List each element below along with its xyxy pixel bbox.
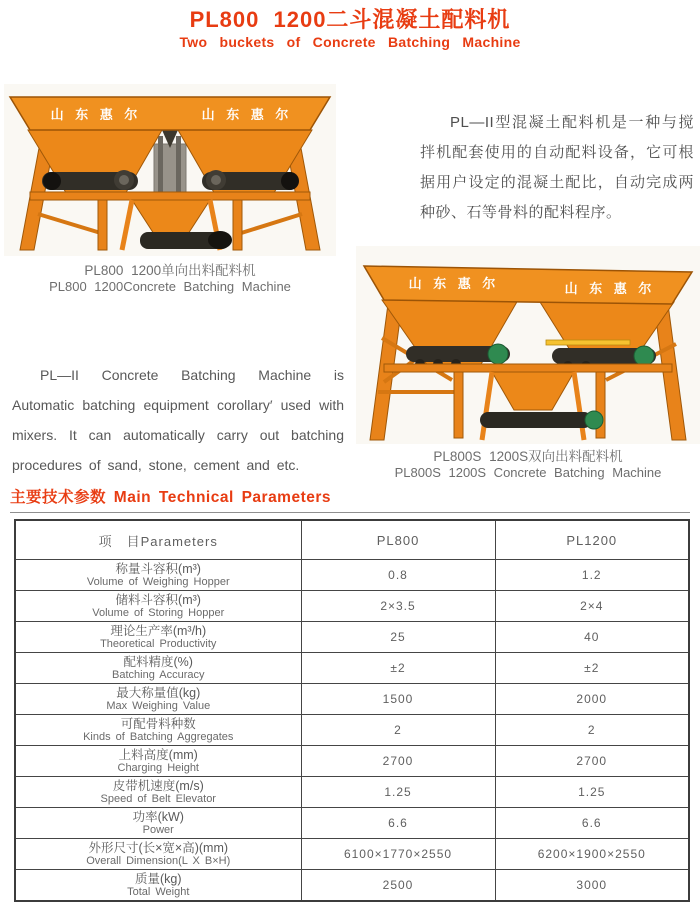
parameter-name-en: Overall Dimension(L X B×H) xyxy=(86,854,231,867)
belt-motor xyxy=(281,172,299,190)
parameter-name-cn: 理论生产率(m³/h) xyxy=(110,623,207,638)
machine-pipe xyxy=(158,136,163,192)
table-row xyxy=(15,591,689,622)
table-header-pl1200: PL1200 xyxy=(495,520,689,560)
table-row xyxy=(15,777,689,808)
parameter-name-en: Max Weighing Value xyxy=(106,699,211,712)
machine-photo-left xyxy=(4,84,336,256)
pl800-value: 2 xyxy=(301,715,495,746)
parameter-name-en: Theoretical Productivity xyxy=(100,637,217,650)
parameter-name-en: Total Weight xyxy=(127,885,190,898)
caption-left xyxy=(4,262,336,295)
brand-label: 山 东 惠 尔 xyxy=(408,276,500,291)
machine-leg xyxy=(98,196,107,250)
table-header-pl800: PL800 xyxy=(301,520,495,560)
caption-left-cn: PL800 1200单向出料配料机 xyxy=(84,263,256,278)
parameter-cell xyxy=(15,560,301,591)
parameters-table-body xyxy=(15,560,689,902)
table-row xyxy=(15,839,689,870)
page-subtitle: Two buckets of Concrete Batching Machine xyxy=(179,34,521,50)
pl800-value: 2700 xyxy=(301,746,495,777)
table-header-row xyxy=(15,520,689,560)
parameter-cell xyxy=(15,715,301,746)
parameter-cell xyxy=(15,653,301,684)
machine-beam xyxy=(384,364,672,372)
parameter-name-cn: 最大称量值(kg) xyxy=(116,685,201,700)
table-row xyxy=(15,622,689,653)
parameter-name-en: Batching Accuracy xyxy=(112,668,205,681)
motor-cap xyxy=(119,175,129,185)
parameter-name-en: Charging Height xyxy=(117,761,199,774)
parameter-name-cn: 外形尺寸(长×宽×高)(mm) xyxy=(88,840,229,855)
parameter-name-cn: 配料精度(%) xyxy=(123,654,193,669)
caption-right-cn: PL800S 1200S双向出料配料机 xyxy=(433,449,623,464)
pl1200-value: 2×4 xyxy=(495,591,689,622)
pl1200-value: 6200×1900×2550 xyxy=(495,839,689,870)
belt-motor-green xyxy=(585,411,603,429)
discharge-conveyor xyxy=(480,412,592,428)
motor-cap xyxy=(211,175,221,185)
parameters-table xyxy=(14,519,690,902)
section-heading: 主要技术参数 Main Technical Parameters xyxy=(10,489,332,506)
parameter-name-cn: 功率(kW) xyxy=(132,809,184,824)
table-header-param: 项 目Parameters xyxy=(15,520,301,560)
parameter-cell xyxy=(15,870,301,902)
pl800-value: 6100×1770×2550 xyxy=(301,839,495,870)
title-block xyxy=(0,7,700,51)
table-row xyxy=(15,715,689,746)
pl800-value: 1.25 xyxy=(301,777,495,808)
parameter-cell xyxy=(15,746,301,777)
machine-pipe xyxy=(176,136,181,192)
brand-label: 山 东 惠 尔 xyxy=(50,107,142,122)
parameter-cell xyxy=(15,591,301,622)
pl800-value: ±2 xyxy=(301,653,495,684)
pl1200-value: 1.2 xyxy=(495,560,689,591)
table-row xyxy=(15,870,689,902)
machine-rail xyxy=(546,340,630,345)
pl800-value: 2500 xyxy=(301,870,495,902)
parameter-name-cn: 上料高度(mm) xyxy=(118,747,198,762)
pl1200-value: 2000 xyxy=(495,684,689,715)
caption-left-en: PL800 1200Concrete Batching Machine xyxy=(49,279,291,294)
machine-beam xyxy=(30,192,310,200)
pl800-value: 0.8 xyxy=(301,560,495,591)
table-row xyxy=(15,684,689,715)
parameter-name-cn: 皮带机速度(m/s) xyxy=(112,778,204,793)
parameter-name-cn: 可配骨料种数 xyxy=(120,716,196,731)
pl1200-value: ±2 xyxy=(495,653,689,684)
parameter-name-en: Speed of Belt Elevator xyxy=(100,792,216,805)
parameter-cell xyxy=(15,777,301,808)
pl1200-value: 40 xyxy=(495,622,689,653)
parameter-cell xyxy=(15,839,301,870)
parameter-name-en: Volume of Weighing Hopper xyxy=(86,575,230,588)
pl1200-value: 6.6 xyxy=(495,808,689,839)
pl800-value: 1500 xyxy=(301,684,495,715)
belt-motor xyxy=(43,172,61,190)
pl800-value: 25 xyxy=(301,622,495,653)
brand-label: 山 东 惠 尔 xyxy=(564,281,656,296)
parameter-name-en: Power xyxy=(142,823,174,836)
pl1200-value: 1.25 xyxy=(495,777,689,808)
machine-leg xyxy=(454,368,463,438)
parameter-name-cn: 质量(kg) xyxy=(134,871,182,886)
parameter-cell xyxy=(15,684,301,715)
intro-paragraph-en: PL—II Concrete Batching Machine is Automatic batching equipment corollary′ used with mixers. It can automatically carry out batching procedures of sand, stone, cement and etc. xyxy=(12,367,344,473)
parameter-name-cn: 储料斗容积(m³) xyxy=(115,592,201,607)
parameter-name-cn: 称量斗容积(m³) xyxy=(115,561,201,576)
pl1200-value: 2700 xyxy=(495,746,689,777)
caption-right-en: PL800S 1200S Concrete Batching Machine xyxy=(394,465,662,480)
machine-photo-right xyxy=(356,246,700,444)
machine-leg xyxy=(233,196,242,250)
caption-right xyxy=(356,448,700,481)
parameter-cell xyxy=(15,808,301,839)
parameter-cell xyxy=(15,622,301,653)
parameter-name-en: Kinds of Batching Aggregates xyxy=(83,730,234,743)
heading-rule xyxy=(10,512,690,513)
pl800-value: 6.6 xyxy=(301,808,495,839)
belt-motor-green xyxy=(634,346,654,366)
intro-paragraph-cn: PL—II型混凝土配料机是一种与搅拌机配套使用的自动配料设备，它可根据用户设定的混凝土配比，自动完成两种砂、石等骨料的配料程序。 xyxy=(420,114,694,221)
belt-motor-green xyxy=(488,344,508,364)
pl1200-value: 3000 xyxy=(495,870,689,902)
pl1200-value: 2 xyxy=(495,715,689,746)
parameter-name-en: Volume of Storing Hopper xyxy=(92,606,225,619)
brand-label: 山 东 惠 尔 xyxy=(201,107,293,122)
table-row xyxy=(15,808,689,839)
table-row xyxy=(15,653,689,684)
table-row xyxy=(15,560,689,591)
table-row xyxy=(15,746,689,777)
conveyor-roller xyxy=(208,231,232,249)
pl800-value: 2×3.5 xyxy=(301,591,495,622)
page-title: PL800 1200二斗混凝土配料机 xyxy=(189,7,511,32)
